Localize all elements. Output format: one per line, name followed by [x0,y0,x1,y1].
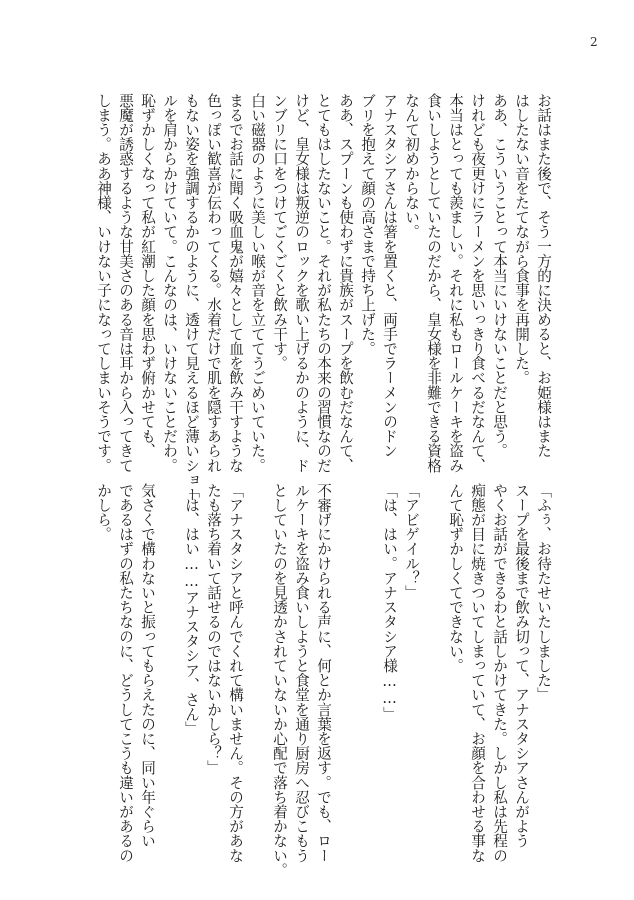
page-number: 2 [590,35,598,49]
text-column: まるでお話に聞く吸血鬼が嬉々として血を飲み干すような [227,93,244,473]
text-column: ああ、スプーンも使わずに貴族がスープを飲むだなんて、 [337,93,354,473]
text-column: けど、皇女様は叛逆のロックを歌い上げるかのように、ド [293,93,310,473]
text-column: なんて初めからない。 [403,93,420,239]
text-column: しまう。ああ神様、いけない子になってしまいそうです。 [95,93,112,473]
text-column: 不審げにかけられる声に、何とか言葉を返す。でも、ロー [315,483,332,863]
text-column: 「は、はい。アナスタシア様……」 [381,483,398,722]
text-column: としていたのを見透かされていないか心配で落ち着かない。 [271,483,288,878]
text-column: 痴態が目に焼きついてしまっていて、お顔を合わせる事な [469,483,486,863]
text-column: はしたない音をたてながら食事を再開した。 [513,93,530,385]
text-column: かしら。 [95,483,112,542]
text-column: アナスタシアさんは箸を置くと、両手でラーメンのドン [381,93,398,458]
text-column: たも落ち着いて話せるのではないかしら？」 [205,483,222,775]
text-column: 「アナスタシアと呼んでくれて構いません。その方があな [227,483,244,863]
text-column: 本当はとっても羨ましい。それに私もロールケーキを盗み [447,93,464,473]
text-column: 食いしようとしていたのだから、皇女様を非難できる資格 [425,93,442,473]
text-column: 恥ずかしくなって私が紅潮した顔を思わず俯かせても、 [139,93,156,458]
text-column: 白い磁器のように美しい喉が音を立ててうごめいていた。 [249,93,266,473]
text-column: であるはずの私たちなのに、どうしてこうも違いがあるの [117,483,134,863]
text-column: 「は、はい……アナスタシア、さん」 [183,483,200,736]
text-column: けれども夜更けにラーメンを思いっきり食べるだなんて、 [469,93,486,473]
text-column: ブリを抱えて顔の高さまで持ち上げた。 [359,93,376,356]
text-column: ンブリに口をつけてごくごくと飲み干す。 [271,93,288,371]
text-column: もない姿を強調するかのように、透けて見えるほど薄いショー [183,93,200,502]
text-column: 悪魔が誘惑するような甘美さのある音は耳から入ってきて [117,93,134,473]
text-column: ルケーキを盗み食いしようと食堂を通り厨房へ忍びこもう [293,483,310,863]
text-column: スープを最後まで飲み切って、アナスタシアさんがよう [513,483,530,848]
text-column: 「ふぅ、お待たせいたしました」 [535,483,552,702]
text-column: んて恥ずかしくてできない。 [447,483,464,673]
text-column: やくお話ができるわと話しかけてきた。しかし私は先程の [491,483,508,863]
text-column: ルを肩からかけていて。こんなのは、いけないことだわ。 [161,93,178,473]
text-column: 色っぽい歓喜が伝わってくる。水着だけで肌を隠すあられ [205,93,222,473]
text-column: 「アビゲイル？」 [403,483,420,600]
text-column: 気さくで構わないと振ってもらえたのに、同い年ぐらい [139,483,156,848]
text-column: とてもはしたないこと。それが私たちの本来の習慣なのだ [315,93,332,473]
text-column: お話はまた後で、そう一方的に決めると、お姫様はまた [535,93,552,458]
text-column: ああ、こういうことって本当にいけないことだと思う。 [491,93,508,458]
